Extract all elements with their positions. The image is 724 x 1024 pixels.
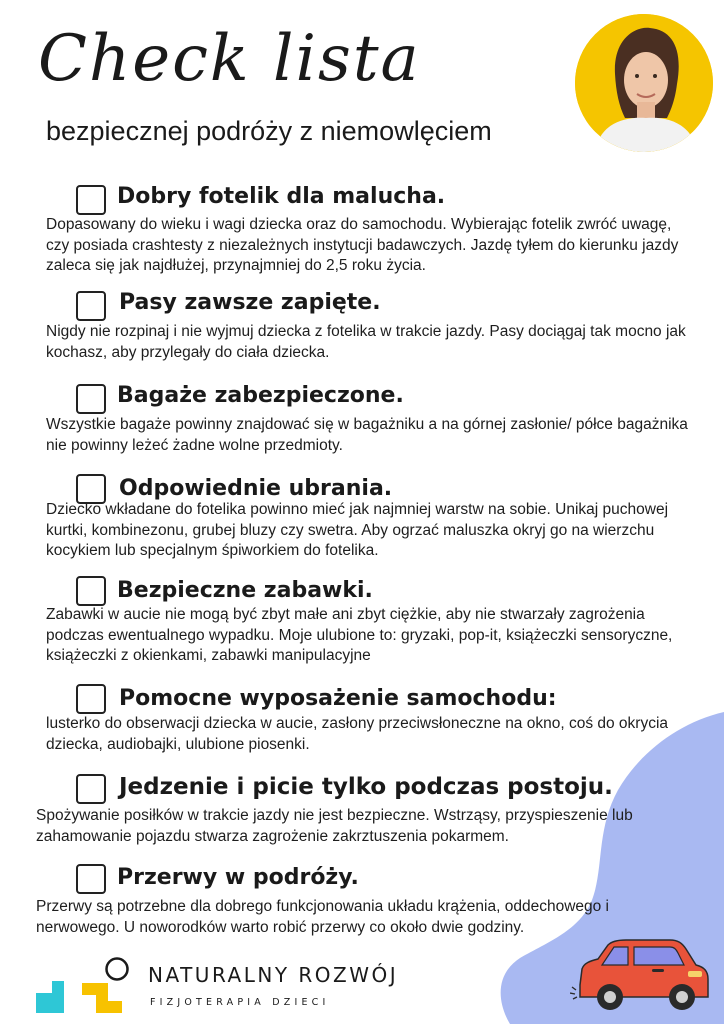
item-description: Dziecko wkładane do fotelika powinno mieć jak najmniej warstw na sobie. Unikaj puchowej kurtki, kombinezonu, grubej bluzy czy swetra. Aby ogrzać maluszka okryj go na wierzchu kocykiem lub specjalnym śpiworkiem do fotelika. — [46, 501, 669, 559]
item-heading: Jedzenie i picie tylko podczas postoju. — [119, 774, 613, 800]
brand-logo-icon — [34, 955, 144, 1017]
item-heading: Dobry fotelik dla malucha. — [117, 184, 446, 209]
checkbox[interactable] — [76, 291, 106, 321]
item-heading: Bezpieczne zabawki. — [117, 578, 373, 603]
checkbox[interactable] — [76, 384, 106, 414]
checkbox[interactable] — [76, 185, 106, 215]
car-icon — [570, 935, 720, 1020]
item-heading: Pomocne wyposażenie samochodu: — [119, 686, 557, 711]
item-description: Przerwy są potrzebne dla dobrego funkcjonowania układu krążenia, oddechowego i nerwowego. U noworodków warto robić przerwy co około dwie godziny. — [36, 898, 610, 936]
checkbox[interactable] — [76, 774, 106, 804]
item-description: Dopasowany do wieku i wagi dziecka oraz do samochodu. Wybierając fotelik zwróć uwagę, czy posiada crashtesty z niezależnych instytucji badawczych. Jazdę tyłem do kierunku jazdy zaleca się jak najdłużej, przynajmniej do 2,5 roku życia. — [46, 216, 679, 274]
item-description: Zabawki w aucie nie mogą być zbyt małe ani zbyt ciężkie, aby nie stwarzały zagrożenia podczas ewentualnego wypadku. Moje ulubione to: gryzaki, pop-it, książeczki sensoryczne, książeczki z okienkami, zabawki manipulacyjne — [46, 606, 673, 664]
checkbox[interactable] — [76, 576, 106, 606]
author-avatar — [575, 14, 713, 152]
item-description: lusterko do obserwacji dziecka w aucie, zasłony przeciwsłoneczne na okno, coś do okrycia dziecka, audiobajki, ulubione piosenki. — [46, 715, 669, 753]
item-heading: Odpowiednie ubrania. — [119, 476, 393, 501]
item-description: Wszystkie bagaże powinny znajdować się w bagażniku a na górnej zasłonie/ półce bagażnika nie powinny leżeć żadne wolne przedmioty. — [46, 416, 688, 454]
item-heading: Przerwy w podróży. — [117, 865, 359, 890]
checkbox[interactable] — [76, 684, 106, 714]
brand-name: NATURALNY ROZWÓJ — [148, 963, 399, 987]
item-description: Spożywanie posiłków w trakcie jazdy nie jest bezpieczne. Wstrząsy, przyspieszenie lub zahamowanie pojazdu stwarza zagrożenie zakrztuszenia pokarmem. — [36, 807, 633, 845]
item-heading: Pasy zawsze zapięte. — [119, 290, 381, 315]
item-description: Nigdy nie rozpinaj i nie wyjmuj dziecka z fotelika w trakcie jazdy. Pasy dociągaj tak mocno jak kochasz, aby przylegały do ciała dziecka. — [46, 323, 686, 361]
brand-tagline: FIZJOTERAPIA DZIECI — [150, 997, 330, 1008]
item-heading: Bagaże zabezpieczone. — [117, 383, 404, 408]
checkbox[interactable] — [76, 864, 106, 894]
page-subtitle: bezpiecznej podróży z niemowlęciem — [46, 116, 492, 146]
page-title: Check lista — [38, 22, 421, 96]
